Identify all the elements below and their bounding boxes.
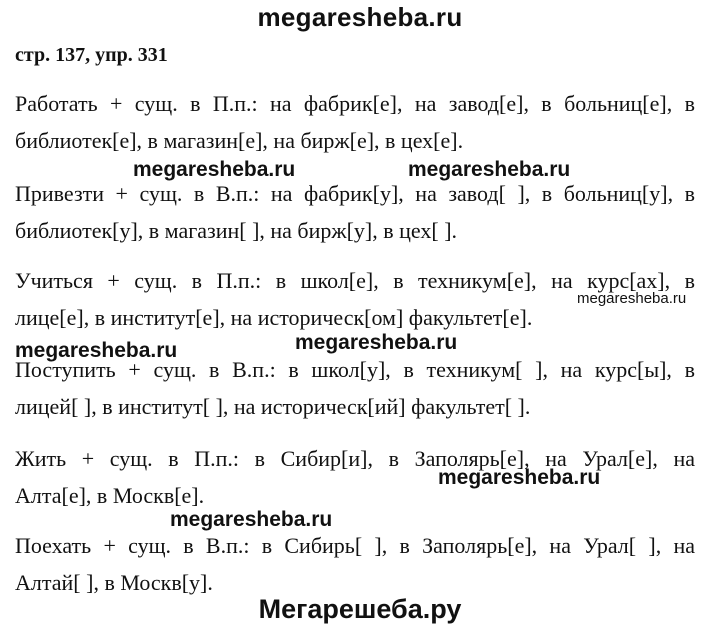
text-line-4: библиотек[у], в магазин[ ], на бирж[у], в цех[ ]. [15,218,458,243]
text-line-11: Поехать + сущ. в В.п.: в Сибирь[ ], в Заполярь[е], на Урал[ ], на [15,533,695,558]
watermark: megaresheba.ru [170,508,333,531]
watermark: megaresheba.ru [408,158,571,181]
watermark: megaresheba.ru [295,331,458,354]
text-line-1: Работать + сущ. в П.п.: на фабрик[е], на завод[е], в больниц[е], в [15,91,695,116]
text-line-5: Учиться + сущ. в П.п.: в школ[е], в техникум[е], на курс[ах], в [15,268,695,293]
text-line-10: Алта[е], в Москв[е]. [15,483,205,508]
watermark: megaresheba.ru [438,466,601,489]
text-line-6: лице[е], в институт[е], на историческ[ом] факультет[е]. [15,305,533,330]
watermark: megaresheba.ru [133,158,296,181]
text-line-7: Поступить + сущ. в В.п.: в школ[у], в техникум[ ], на курс[ы], в [15,357,695,382]
site-header[interactable]: megaresheba.ru [257,2,463,32]
text-line-12: Алтай[ ], в Москв[у]. [15,570,213,595]
page-reference: стр. 137, упр. 331 [15,44,168,66]
watermark: megaresheba.ru [577,290,687,307]
text-line-3: Привезти + сущ. в В.п.: на фабрик[у], на завод[ ], в больниц[у], в [15,181,695,206]
text-line-8: лицей[ ], в институт[ ], на историческ[ий] факультет[ ]. [15,394,531,419]
site-footer[interactable]: Мегарешеба.ру [258,594,462,624]
text-line-2: библиотек[е], в магазин[е], на бирж[е], в цех[е]. [15,128,464,153]
watermark: megaresheba.ru [15,339,178,362]
text-line-9: Жить + сущ. в П.п.: в Сибир[и], в Заполярь[е], на Урал[е], на [15,446,695,471]
